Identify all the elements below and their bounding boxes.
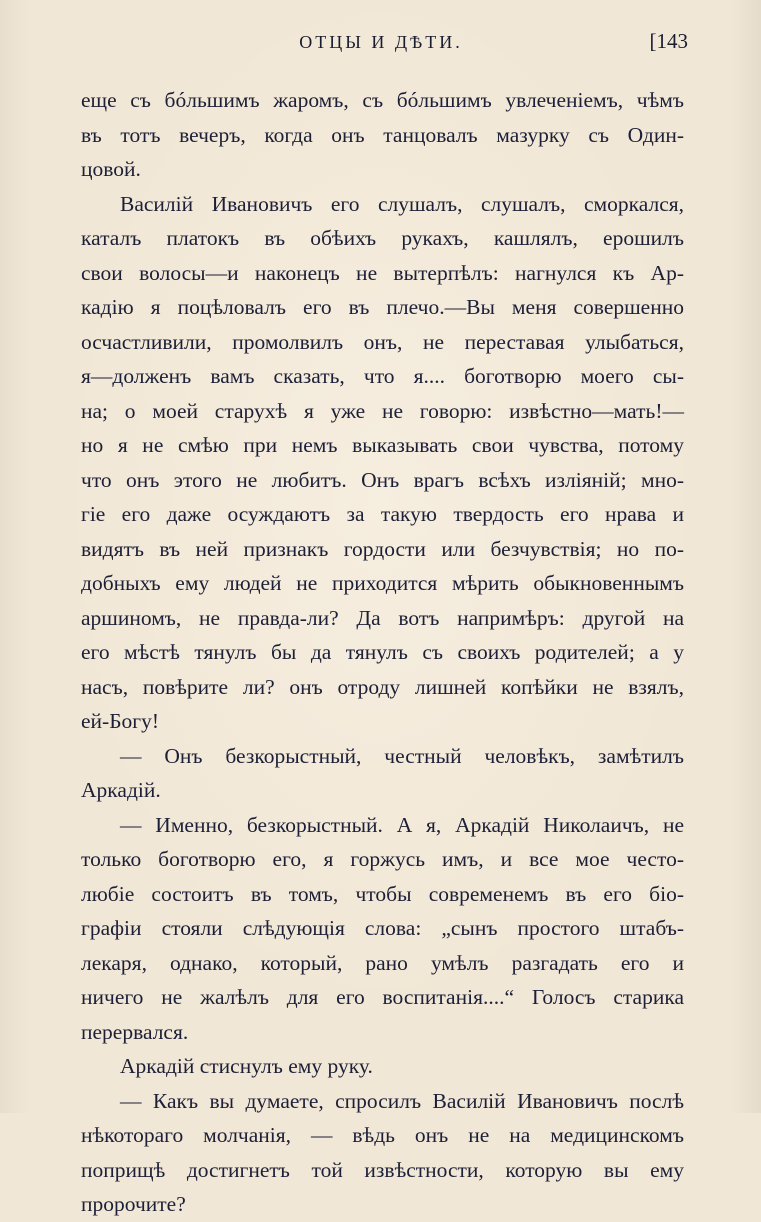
text-line: насъ, повѣрите ли? онъ отроду лишней копѣйки не взялъ, — [81, 674, 684, 699]
text-line: перервался. — [81, 1019, 189, 1044]
text-line: пророчите? — [81, 1192, 186, 1216]
text-line: еще съ бóльшимъ жаромъ, съ бóльшимъ увлеченіемъ, чѣмъ — [81, 88, 684, 112]
text-body — [81, 83, 684, 1222]
text-line: въ тотъ вечеръ, когда онъ танцовалъ мазурку съ Один- — [81, 122, 684, 147]
text-line: графіи стояли слѣдующія слова: „сынъ простого штабъ- — [81, 916, 684, 940]
text-line: ничего не жалѣлъ для его воспитанія....“ Голосъ старика — [81, 985, 684, 1009]
text-line: свои волосы—и наконецъ не вытерпѣлъ: нагнулся къ Ар- — [81, 260, 684, 285]
running-head — [78, 28, 688, 58]
text-line: любіе состоитъ въ томъ, чтобы современемъ въ его біо- — [81, 881, 684, 906]
text-line: что онъ этого не любитъ. Онъ врагъ всѣхъ изліяній; мно- — [81, 467, 684, 492]
text-line: добныхъ ему людей не приходится мѣрить обыкновеннымъ — [81, 571, 684, 595]
text-line: на; о моей старухѣ я уже не говорю: извѣстно—мать!— — [81, 398, 684, 423]
page-number: [143 — [649, 29, 688, 53]
text-line: но я не смѣю при немъ выказывать свои чувства, потому — [81, 433, 684, 457]
text-line: Василій Ивановичъ его слушалъ, слушалъ, сморкался, — [120, 191, 684, 216]
text-line: ей-Богу! — [81, 709, 160, 733]
text-line: лекаря, однако, который, рано умѣлъ разгадать его и — [81, 950, 684, 975]
text-line: осчастливили, промолвилъ онъ, не переставая улыбаться, — [81, 329, 684, 354]
running-title: ОТЦЫ И ДѢТИ. — [299, 32, 463, 52]
text-line: цовой. — [81, 157, 141, 181]
text-line: каталъ платокъ въ обѣихъ рукахъ, кашлялъ, ерошилъ — [81, 226, 684, 250]
text-line: нѣкотораго молчанія, — вѣдь онъ не на медицинскомъ — [81, 1123, 684, 1147]
text-line: — Какъ вы думаете, спросилъ Василій Ивановичъ послѣ — [120, 1088, 684, 1113]
text-line: я—долженъ вамъ сказать, что я.... боготворю моего сы- — [81, 364, 684, 388]
text-line: поприщѣ достигнетъ той извѣстности, которую вы ему — [81, 1157, 684, 1182]
text-line: Аркадій. — [81, 778, 161, 802]
text-line: гіе его даже осуждаютъ за такую твердость его нрава и — [81, 502, 684, 526]
text-line: видятъ въ ней признакъ гордости или безчувствія; но по- — [81, 536, 684, 561]
text-line: аршиномъ, не правда-ли? Да вотъ напримѣръ: другой на — [81, 605, 684, 630]
text-line: Аркадій стиснулъ ему руку. — [120, 1054, 373, 1078]
text-line: — Именно, безкорыстный. А я, Аркадій Николаичъ, не — [120, 812, 684, 837]
text-line: его мѣстѣ тянулъ бы да тянулъ съ своихъ родителей; а у — [81, 640, 684, 664]
text-line: кадію я поцѣловалъ его въ плечо.—Вы меня совершенно — [81, 295, 684, 319]
text-line: только боготворю его, я горжусь имъ, и все мое често- — [81, 847, 684, 871]
text-line: — Онъ безкорыстный, честный человѣкъ, замѣтилъ — [120, 743, 684, 768]
